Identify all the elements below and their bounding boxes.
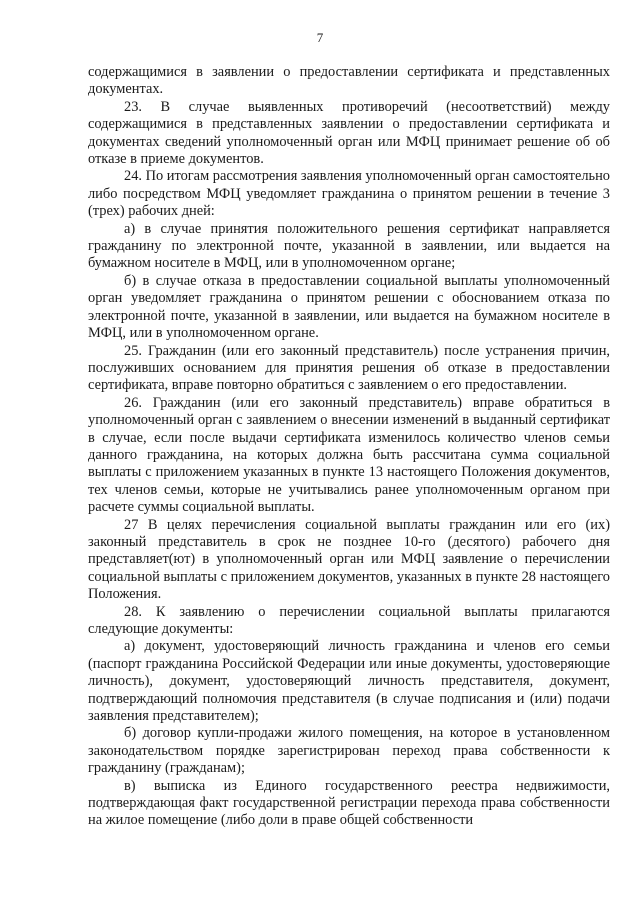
paragraph-24-b: б) в случае отказа в предоставлении социальной выплаты уполномоченный орган уведомляет гражданина о принятом решении с обоснованием отказа по электронной почте, указанной в заявлении, или выдается на бумажном носителе в МФЦ, или в уполномоченном органе. xyxy=(88,272,610,342)
paragraph-26: 26. Гражданин (или его законный представитель) вправе обратиться в уполномоченный орган с заявлением о внесении изменений в выданный сертификат в случае, если после выдачи сертификата изменилось количество членов семьи данного гражданина, на которых должна быть рассчитана сумма социальной выплаты с приложением указанных в пункте 13 настоящего Положения документов, тех членов семьи, которые не учитывались ранее уполномоченным органом при расчете суммы социальной выплаты. xyxy=(88,394,610,516)
paragraph-28-v: в) выписка из Единого государственного реестра недвижимости, подтверждающая факт государственной регистрации перехода права собственности на жилое помещение (либо доли в праве общей собственности xyxy=(88,777,610,829)
paragraph-25: 25. Гражданин (или его законный представитель) после устранения причин, послуживших основанием для принятия решения об отказе в предоставлении сертификата, вправе повторно обратиться с заявлением о его предоставлении. xyxy=(88,342,610,394)
paragraph-24: 24. По итогам рассмотрения заявления уполномоченный орган самостоятельно либо посредством МФЦ уведомляет гражданина о принятом решении в течение 3 (трех) рабочих дней: xyxy=(88,168,610,220)
page-number: 7 xyxy=(316,30,324,45)
paragraph-27: 27 В целях перечисления социальной выплаты гражданин или его (их) законный представитель в срок не позднее 10-го (десятого) рабочего дня представляет(ют) в уполномоченный орган или МФЦ заявление о перечислении социальной выплаты с приложением документов, указанных в пункте 28 настоящего Положения. xyxy=(88,516,610,603)
paragraph-continuation: содержащимися в заявлении о предоставлении сертификата и представленных документах. xyxy=(88,64,610,98)
paragraph-28: 28. К заявлению о перечислении социальной выплаты прилагаются следующие документы: xyxy=(88,603,610,637)
paragraph-28-b: б) договор купли-продажи жилого помещения, на которое в установленном законодательством порядке зарегистрирован переход права собственности к гражданину (гражданам); xyxy=(88,725,610,777)
paragraph-24-a: а) в случае принятия положительного решения сертификат направляется гражданину по электронной почте, указанной в заявлении, или выдается на бумажном носителе в МФЦ, или в уполномоченном органе; xyxy=(88,220,610,272)
paragraph-23: 23. В случае выявленных противоречий (несоответствий) между содержащимися в представленных заявлении о предоставлении сертификата и документах сведений уполномоченный орган или МФЦ принимает решение об об отказе в приеме документов. xyxy=(88,98,610,168)
document-body xyxy=(88,64,610,830)
paragraph-28-a: а) документ, удостоверяющий личность гражданина и членов его семьи (паспорт гражданина Российской Федерации или иные документы, удостоверяющие личность), документ, удостоверяющий личность представителя, документ, подтверждающий полномочия представителя (в случае подписания и (или) подачи заявления представителем); xyxy=(88,638,610,725)
